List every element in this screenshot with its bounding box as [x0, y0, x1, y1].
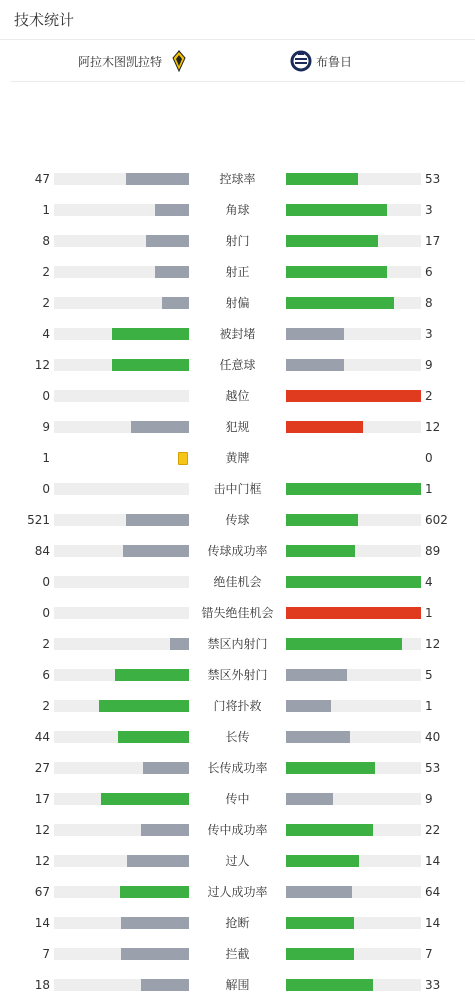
home-stat-bar [170, 638, 189, 650]
home-stat-bar-track [54, 297, 189, 309]
home-stat-bar-track [54, 235, 189, 247]
home-stat-bar [141, 824, 189, 836]
stat-row [0, 970, 475, 1001]
stat-row [0, 474, 475, 505]
home-stat-bar-track [54, 359, 189, 371]
away-stat-bar-track [286, 390, 421, 402]
home-stat-value: 84 [34, 544, 50, 558]
away-stat-bar-track [286, 545, 421, 557]
away-stat-value: 53 [425, 761, 441, 775]
home-stat-bar-track [54, 855, 189, 867]
home-stat-value: 2 [42, 265, 50, 279]
home-stat-bar [118, 731, 189, 743]
away-stat-bar [286, 514, 358, 526]
home-stat-bar [141, 979, 189, 991]
away-stat-value: 17 [425, 234, 441, 248]
home-stat-bar [155, 204, 189, 216]
home-stat-value: 44 [34, 730, 50, 744]
home-stat-value: 0 [42, 606, 50, 620]
stat-row [0, 908, 475, 939]
away-stat-value: 4 [425, 575, 433, 589]
stats-header [0, 0, 475, 40]
home-stat-bar [112, 359, 189, 371]
away-stat-bar-track [286, 948, 421, 960]
stat-row [0, 350, 475, 381]
home-stat-bar-track [54, 638, 189, 650]
stat-label: 禁区内射门 [207, 637, 268, 651]
home-stat-bar [146, 235, 189, 247]
away-team-logo-icon [292, 49, 310, 73]
away-stat-bar [286, 669, 347, 681]
stat-label: 射偏 [225, 296, 250, 310]
stat-row [0, 598, 475, 629]
stat-label: 黄牌 [225, 451, 250, 465]
away-stat-bar-track [286, 979, 421, 991]
away-stat-value: 14 [425, 854, 441, 868]
stat-row [0, 381, 475, 412]
stat-label: 禁区外射门 [207, 668, 268, 682]
home-stat-value: 8 [42, 234, 50, 248]
home-stat-value: 1 [42, 451, 50, 465]
away-stat-value: 3 [425, 327, 433, 341]
stat-row [0, 846, 475, 877]
away-stat-value: 2 [425, 389, 433, 403]
away-stat-value: 7 [425, 947, 433, 961]
away-stat-value: 1 [425, 699, 433, 713]
home-stat-bar [162, 297, 189, 309]
away-stat-bar [286, 359, 344, 371]
home-stat-bar-track [54, 421, 189, 433]
home-stat-value: 2 [42, 637, 50, 651]
home-stat-value: 12 [34, 823, 50, 837]
away-stat-bar-track [286, 576, 421, 588]
away-stat-bar-track [286, 328, 421, 340]
away-stat-value: 8 [425, 296, 433, 310]
home-team-name: 阿拉木图凯拉特 [78, 54, 163, 69]
away-stat-bar [286, 700, 331, 712]
stat-row [0, 443, 475, 474]
away-stat-bar [286, 762, 375, 774]
stat-row [0, 567, 475, 598]
away-team-name: 布鲁日 [316, 54, 353, 69]
away-stat-bar-track [286, 917, 421, 929]
stat-label: 传中成功率 [207, 823, 268, 837]
away-stat-bar [286, 266, 387, 278]
stat-row [0, 722, 475, 753]
home-stat-value: 67 [34, 885, 50, 899]
stat-row [0, 319, 475, 350]
stat-label: 长传 [225, 730, 250, 744]
home-stat-bar-track [54, 328, 189, 340]
home-stat-bar [121, 917, 189, 929]
away-stat-bar [286, 731, 350, 743]
stat-row [0, 412, 475, 443]
away-stat-value: 14 [425, 916, 441, 930]
home-stat-bar-track [54, 204, 189, 216]
away-stat-bar [286, 917, 354, 929]
away-stat-value: 53 [425, 172, 441, 186]
stat-label: 抢断 [225, 916, 250, 930]
home-stat-value: 12 [34, 358, 50, 372]
stat-row [0, 660, 475, 691]
away-stat-bar [286, 235, 378, 247]
home-stat-bar-track [54, 762, 189, 774]
away-stat-value: 9 [425, 792, 433, 806]
away-stat-bar [286, 204, 387, 216]
home-stat-bar-track [54, 917, 189, 929]
away-stat-bar [286, 390, 421, 402]
away-stat-value: 9 [425, 358, 433, 372]
stat-label: 犯规 [225, 420, 250, 434]
home-stat-bar-track [54, 700, 189, 712]
away-stat-bar-track [286, 173, 421, 185]
home-stat-bar [123, 545, 189, 557]
home-stat-bar-track [54, 793, 189, 805]
stat-label: 传中 [225, 792, 250, 806]
away-stat-bar-track [286, 638, 421, 650]
away-stat-bar-track [286, 762, 421, 774]
home-stat-bar [99, 700, 189, 712]
page-title: 技术统计 [14, 11, 75, 29]
away-stat-bar [286, 948, 354, 960]
stat-label: 解围 [225, 978, 250, 992]
home-stat-value: 18 [34, 978, 50, 992]
stat-row [0, 226, 475, 257]
away-stat-bar-track [286, 793, 421, 805]
home-stat-value: 6 [42, 668, 50, 682]
home-stat-bar-track [54, 824, 189, 836]
stat-label: 击中门框 [213, 482, 262, 496]
home-stat-bar-track [54, 390, 189, 402]
away-stat-bar-track [286, 297, 421, 309]
home-stat-bar [131, 421, 189, 433]
home-stat-bar-track [54, 576, 189, 588]
stat-row [0, 536, 475, 567]
home-stat-bar [101, 793, 189, 805]
home-stat-bar [126, 514, 189, 526]
home-stat-bar [155, 266, 189, 278]
stat-label: 门将扑救 [213, 699, 262, 713]
stat-label: 过人成功率 [207, 885, 268, 899]
away-stat-value: 12 [425, 420, 441, 434]
away-stat-bar-track [286, 886, 421, 898]
away-stat-value: 1 [425, 482, 433, 496]
away-team[interactable] [292, 40, 352, 82]
away-stat-bar-track [286, 700, 421, 712]
away-stat-value: 40 [425, 730, 441, 744]
away-stat-bar-track [286, 483, 421, 495]
stat-label: 任意球 [219, 358, 256, 372]
away-stat-bar-track [286, 266, 421, 278]
away-stat-value: 0 [425, 451, 433, 465]
stat-row [0, 505, 475, 536]
away-stat-bar [286, 855, 359, 867]
home-stat-value: 0 [42, 389, 50, 403]
stat-row [0, 939, 475, 970]
away-stat-value: 22 [425, 823, 441, 837]
home-team-logo-icon [170, 49, 188, 73]
home-stat-value: 14 [34, 916, 50, 930]
stat-row [0, 629, 475, 660]
home-team[interactable] [78, 40, 188, 82]
home-stat-bar-track [54, 173, 189, 185]
home-stat-bar [143, 762, 189, 774]
away-stat-bar [286, 297, 394, 309]
away-stat-bar [286, 576, 421, 588]
away-stat-value: 1 [425, 606, 433, 620]
stat-label: 被封堵 [219, 327, 256, 341]
home-stat-value: 17 [34, 792, 50, 806]
stat-label: 过人 [225, 854, 250, 868]
home-stat-value: 1 [42, 203, 50, 217]
away-stat-bar [286, 886, 352, 898]
away-stat-bar-track [286, 421, 421, 433]
home-stat-bar-track [54, 886, 189, 898]
stat-row [0, 288, 475, 319]
home-stat-value: 0 [42, 482, 50, 496]
home-stat-bar-track [54, 483, 189, 495]
home-stat-bar-track [54, 607, 189, 619]
home-stat-value: 12 [34, 854, 50, 868]
away-stat-value: 602 [425, 513, 448, 527]
away-stat-value: 12 [425, 637, 441, 651]
away-stat-bar [286, 545, 355, 557]
home-stat-bar-track [54, 979, 189, 991]
home-stat-bar-track [54, 731, 189, 743]
home-stat-value: 27 [34, 761, 50, 775]
home-stat-bar-track [54, 545, 189, 557]
teams-row [10, 40, 465, 82]
away-stat-bar [286, 421, 363, 433]
away-stat-bar-track [286, 731, 421, 743]
away-stat-bar-track [286, 607, 421, 619]
home-stat-value: 2 [42, 296, 50, 310]
home-stat-value: 2 [42, 699, 50, 713]
home-stat-bar-track [54, 669, 189, 681]
stat-row [0, 195, 475, 226]
away-stat-bar-track [286, 669, 421, 681]
stat-row [0, 257, 475, 288]
away-stat-value: 89 [425, 544, 441, 558]
away-stat-bar [286, 793, 333, 805]
away-stat-bar-track [286, 855, 421, 867]
stat-label: 射门 [225, 234, 250, 248]
home-stat-bar [112, 328, 189, 340]
away-stat-bar-track [286, 514, 421, 526]
stat-label: 长传成功率 [207, 761, 268, 775]
stat-row [0, 877, 475, 908]
stat-row [0, 691, 475, 722]
stat-label: 传球 [225, 513, 250, 527]
stat-label: 传球成功率 [207, 544, 268, 558]
stat-label: 越位 [225, 389, 250, 403]
away-stat-value: 3 [425, 203, 433, 217]
home-stat-value: 0 [42, 575, 50, 589]
away-stat-bar [286, 979, 373, 991]
stat-label: 控球率 [219, 172, 256, 186]
home-stat-value: 7 [42, 947, 50, 961]
home-stat-bar [120, 886, 189, 898]
home-stat-value: 47 [34, 172, 50, 186]
away-stat-bar-track [286, 824, 421, 836]
stat-label: 错失绝佳机会 [201, 606, 274, 620]
stat-label: 射正 [225, 265, 250, 279]
home-stat-value: 9 [42, 420, 50, 434]
away-stat-bar [286, 638, 402, 650]
home-stat-bar-track [54, 948, 189, 960]
away-stat-value: 6 [425, 265, 433, 279]
stat-label: 绝佳机会 [213, 575, 262, 589]
home-stat-bar-track [54, 514, 189, 526]
home-stat-value: 4 [42, 327, 50, 341]
stat-row [0, 164, 475, 195]
away-stat-value: 64 [425, 885, 441, 899]
away-stat-bar [286, 824, 373, 836]
stat-row [0, 815, 475, 846]
away-stat-bar [286, 328, 344, 340]
home-stat-bar [126, 173, 189, 185]
home-stat-bar [115, 669, 189, 681]
away-stat-bar-track [286, 204, 421, 216]
away-stat-value: 5 [425, 668, 433, 682]
yellow-card-icon [178, 452, 188, 465]
stat-label: 拦截 [225, 947, 250, 961]
away-stat-value: 33 [425, 978, 441, 992]
away-stat-bar [286, 173, 358, 185]
away-stat-bar-track [286, 235, 421, 247]
home-stat-bar [127, 855, 189, 867]
away-stat-bar [286, 607, 421, 619]
away-stat-bar-track [286, 359, 421, 371]
home-stat-bar-track [54, 266, 189, 278]
stat-label: 角球 [225, 203, 250, 217]
stat-row [0, 753, 475, 784]
stat-row [0, 784, 475, 815]
home-stat-value: 521 [27, 513, 50, 527]
home-stat-bar [121, 948, 189, 960]
away-stat-bar [286, 483, 421, 495]
